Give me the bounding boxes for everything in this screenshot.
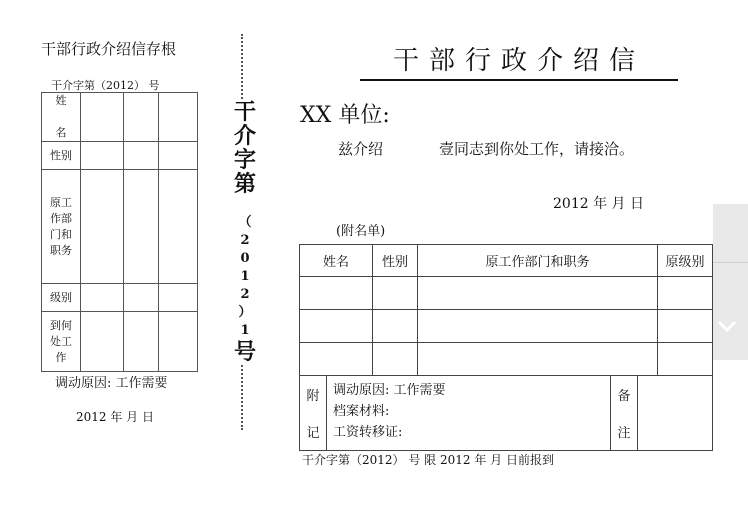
note-label: 附 记 (300, 376, 327, 450)
stub-title: 干部行政介绍信存根 (41, 40, 177, 58)
remark-cell (638, 376, 712, 450)
stub-label-level: 级别 (42, 284, 81, 312)
personnel-table (299, 244, 713, 451)
stub-label-gender: 性别 (42, 142, 81, 170)
stub-number-line: 干介字第（2012） 号 (51, 79, 160, 92)
stub-label-name: 姓 名 (42, 93, 81, 142)
header-level: 原级别 (658, 245, 713, 277)
stub-label-destination: 到何 处工 作 (42, 312, 81, 372)
stub-reason: 调动原因: 工作需要 (55, 376, 168, 391)
chevron-down-icon[interactable] (717, 316, 737, 336)
attachment-note: (附名单) (336, 224, 386, 239)
stub-date: 2012 年 月 日 (76, 410, 154, 424)
recipient-unit: XX 单位: (300, 103, 390, 128)
header-dept: 原工作部门和职务 (418, 245, 658, 277)
intro-line: 兹介绍 壹同志到你处工作，请接洽。 (338, 140, 635, 158)
letter-title: 干部行政介绍信 (360, 40, 678, 81)
letter-footer: 干介字第（2012） 号 限 2012 年 月 日前报到 (302, 453, 554, 467)
header-gender: 性别 (373, 245, 418, 277)
notes-block: 调动原因: 工作需要 档案材料: 工资转移证: (327, 376, 611, 450)
stub-table (41, 92, 198, 372)
perforation-number: 干 介 字 第 （ 2 0 1 2 ） 1 号 (230, 100, 260, 364)
letter-date: 2012 年 月 日 (553, 196, 644, 212)
table-row (300, 277, 713, 310)
side-scroll-widget[interactable] (713, 204, 748, 360)
table-row (300, 343, 713, 376)
header-name: 姓名 (300, 245, 373, 277)
table-row (300, 310, 713, 343)
stub-label-dept: 原工 作部 门和 职务 (42, 170, 81, 284)
remark-label: 备 注 (611, 376, 638, 450)
